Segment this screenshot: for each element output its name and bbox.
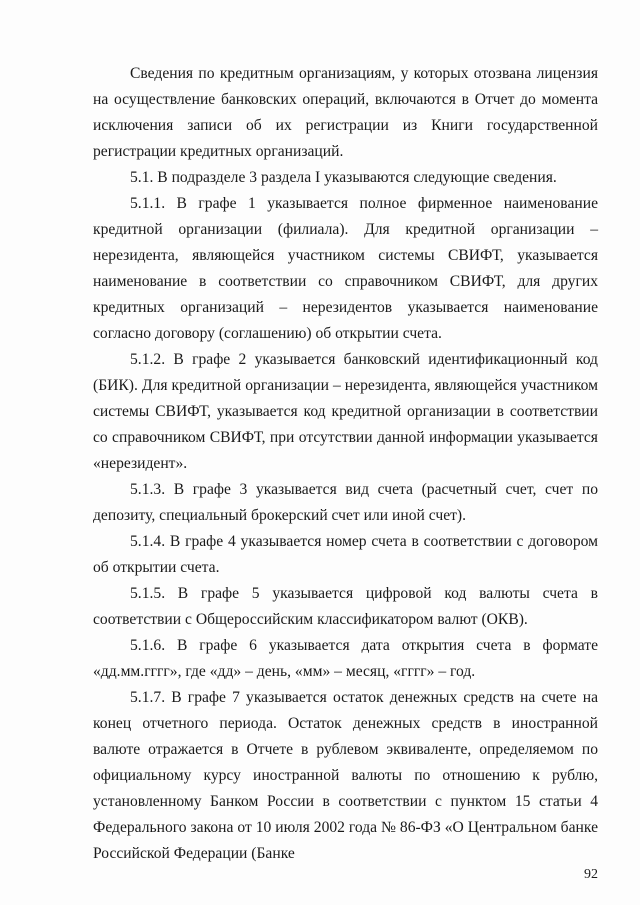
paragraph-licence-revoked: Сведения по кредитным организациям, у которых отозвана лицензия на осуществление банковских операций, включаются в Отчет до момента исключения записи об их регистрации из Книги государственной регистрации кредитных организаций.	[93, 65, 598, 160]
paragraph-5-1-1: 5.1.1. В графе 1 указывается полное фирменное наименование кредитной организации (филиала). Для кредитной организации – нерезидента, являющейся участником системы СВИФТ, указывается наименование в соответствии со справочником СВИФТ, для других кредитных организаций – нерезидентов указывается наименование согласно договору (соглашению) об открытии счета.	[93, 195, 598, 342]
paragraph-5-1-5: 5.1.5. В графе 5 указывается цифровой код валюты счета в соответствии с Общероссийским классификатором валют (ОКВ).	[93, 585, 598, 628]
paragraph-5-1-2: 5.1.2. В графе 2 указывается банковский идентификационный код (БИК). Для кредитной организации – нерезидента, являющейся участником системы СВИФТ, указывается код кредитной организации в соответствии со справочником СВИФТ, при отсутствии данной информации указывается «нерезидент».	[93, 351, 598, 472]
page-number: 92	[584, 867, 598, 882]
paragraph-5-1-6: 5.1.6. В графе 6 указывается дата открытия счета в формате «дд.мм.гггг», где «дд» – день, «мм» – месяц, «гггг» – год.	[93, 637, 598, 680]
paragraph-5-1-7: 5.1.7. В графе 7 указывается остаток денежных средств на счете на конец отчетного периода. Остаток денежных средств в иностранной валюте отражается в Отчете в рублевом эквиваленте, определяемом по официальному курсу иностранной валюты по отношению к рублю, установленному Банком России в соответствии с пунктом 15 статьи 4 Федерального закона от 10 июля 2002 года № 86-ФЗ «О Центральном банке Российской Федерации (Банке	[93, 689, 598, 862]
document-body	[93, 61, 598, 867]
paragraph-5-1-4: 5.1.4. В графе 4 указывается номер счета в соответствии с договором об открытии счета.	[93, 533, 598, 576]
paragraph-5-1-3: 5.1.3. В графе 3 указывается вид счета (расчетный счет, счет по депозиту, специальный брокерский счет или иной счет).	[93, 481, 598, 524]
paragraph-5-1: 5.1. В подразделе 3 раздела I указываются следующие сведения.	[130, 169, 557, 186]
